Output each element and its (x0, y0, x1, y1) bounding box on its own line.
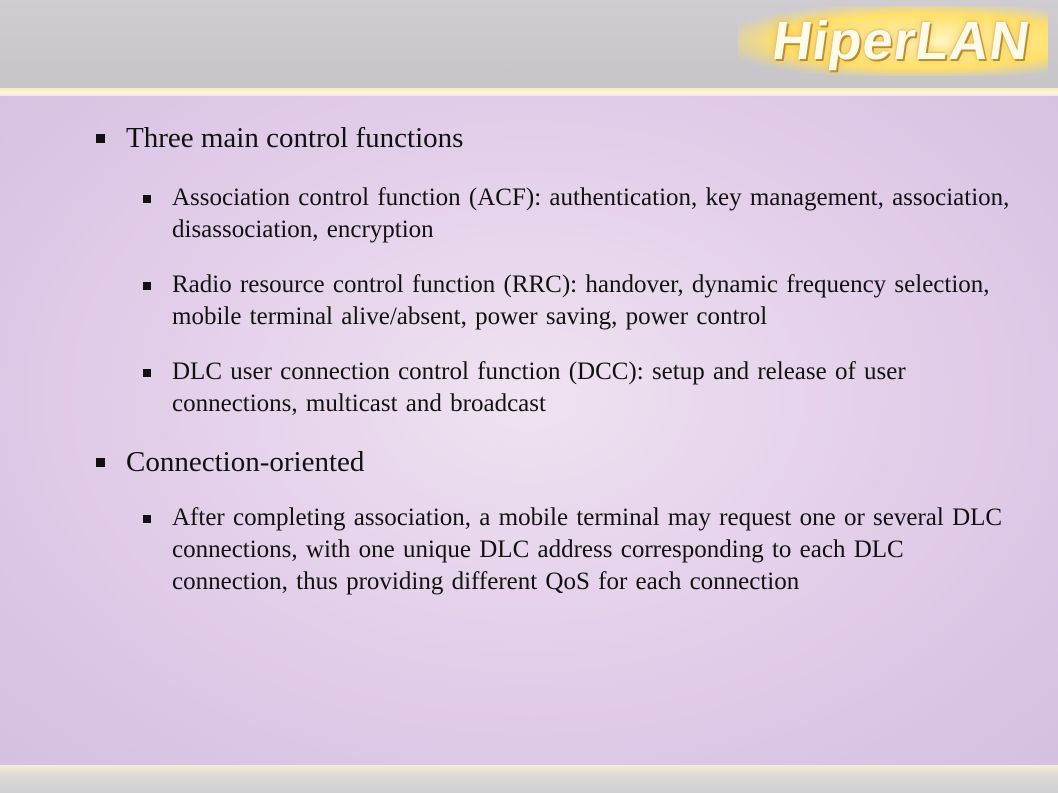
square-bullet-icon (136, 269, 172, 301)
sub-bullet-text: After completing association, a mobile terminal may request one or several DLC connections, with one unique DLC address corresponding to each DLC connection, thus providing different QoS for each connection (172, 504, 1003, 595)
square-bullet-icon (90, 442, 126, 482)
footer-band (0, 765, 1058, 793)
sub-bullet-text: Radio resource control function (RRC): handover, dynamic frequency selection, mobile terminal alive/absent, power saving, power control (172, 271, 990, 330)
square-bullet-icon (136, 502, 172, 534)
hiperlan-logo (738, 6, 1048, 76)
bullet-text: Three main control functions (126, 122, 464, 154)
square-bullet-icon (136, 182, 172, 214)
logo-text: HiperLAN (768, 11, 1035, 71)
sub-bullet-item (136, 269, 1010, 333)
bullet-list (90, 118, 1010, 598)
sub-bullet-text: Association control function (ACF): authentication, key management, association, disassociation, encryption (172, 184, 1010, 243)
bullet-text: Connection-oriented (126, 446, 365, 478)
square-bullet-icon (136, 356, 172, 388)
square-bullet-icon (90, 118, 126, 158)
bullet-item (90, 442, 1010, 482)
sub-bullet-item (136, 182, 1010, 246)
bullet-item (90, 118, 1010, 158)
header-divider (0, 88, 1058, 96)
sub-bullet-item (136, 356, 1010, 420)
sub-bullet-text: DLC user connection control function (DCC): setup and release of user connections, multicast and broadcast (172, 358, 906, 417)
sub-bullet-item (136, 502, 1010, 598)
